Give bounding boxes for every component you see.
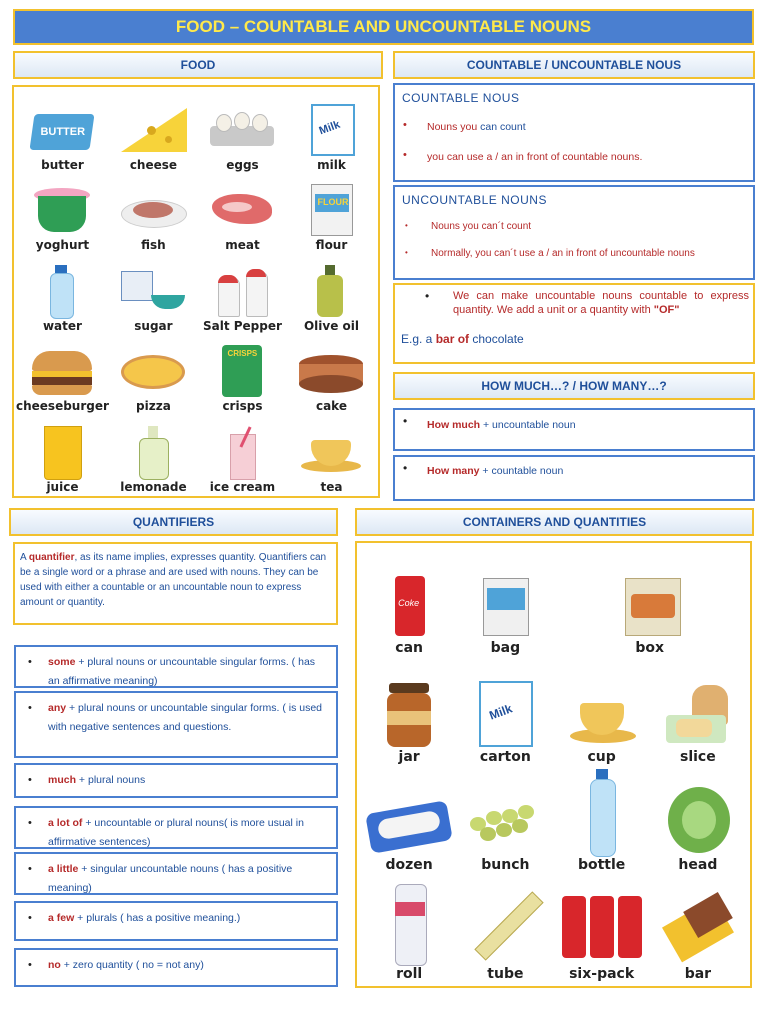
food-item xyxy=(287,252,376,333)
containers-header: CONTAINERS AND QUANTITIES xyxy=(355,508,754,536)
food-item xyxy=(109,413,198,494)
bottle-picture xyxy=(566,769,638,855)
butter-pack-label: BUTTER xyxy=(40,125,86,138)
bullet: • xyxy=(28,656,32,668)
jar-picture xyxy=(373,683,445,747)
roll-picture xyxy=(373,884,445,964)
eggs-picture xyxy=(206,104,278,156)
food-label: cheese xyxy=(129,157,178,172)
carton-picture xyxy=(469,677,541,747)
bullet: • xyxy=(425,289,430,303)
howmuch-text: How much + uncountable noun xyxy=(427,419,576,431)
container-label: bottle xyxy=(577,857,626,874)
milk-picture xyxy=(295,104,367,156)
container-label: bag xyxy=(490,639,521,656)
container-item xyxy=(554,547,747,656)
container-label: box xyxy=(635,639,665,656)
food-item xyxy=(16,172,109,253)
bullet: • xyxy=(403,119,407,131)
countable-title: COUNTABLE NOUS xyxy=(402,91,520,105)
carton-brand-label: Milk xyxy=(487,700,515,723)
howmany-box xyxy=(393,455,755,501)
slice-picture xyxy=(662,683,734,747)
cheeseburger-picture xyxy=(26,345,98,397)
container-item xyxy=(361,656,457,765)
food-label: water xyxy=(42,318,82,333)
uncountable-box xyxy=(393,185,755,280)
food-item xyxy=(287,172,376,253)
six-pack-picture xyxy=(560,890,644,964)
quantifier-item: • a few + plurals ( has a positive meaning.) xyxy=(14,901,338,941)
countable-point-2: you can use a / an in front of countable nouns. xyxy=(427,151,643,163)
tip-text: We can make uncountable nouns countable to express quantity. We add a unit or a quantity with "OF" xyxy=(453,290,749,316)
box-picture xyxy=(605,574,695,638)
food-header: FOOD xyxy=(13,51,383,79)
food-item xyxy=(16,252,109,333)
food-label: fish xyxy=(141,238,166,253)
bullet: • xyxy=(28,912,32,924)
pizza-picture xyxy=(117,345,189,397)
food-label: meat xyxy=(225,238,260,253)
food-grid xyxy=(14,87,378,496)
containers-panel xyxy=(355,541,752,988)
containers-grid xyxy=(357,543,750,986)
quantifier-item: • much + plural nouns xyxy=(14,763,338,798)
container-label: bunch xyxy=(481,857,530,874)
cake-picture xyxy=(295,345,367,397)
food-item xyxy=(198,333,287,414)
container-label: bar xyxy=(684,966,712,982)
can-brand-label: Coke xyxy=(398,597,420,608)
crisps-pack-label: CRISPS xyxy=(227,349,258,359)
lemonade-picture xyxy=(117,426,189,478)
container-label: carton xyxy=(479,748,531,765)
dozen-picture xyxy=(364,795,454,855)
food-item xyxy=(109,91,198,172)
container-item xyxy=(361,547,457,656)
crisps-picture xyxy=(206,345,278,397)
food-label: cheeseburger xyxy=(16,399,109,414)
quantifier-item: • a little + singular uncountable nouns ( has a positive meaning) xyxy=(14,852,338,895)
butter-picture xyxy=(26,104,98,156)
tip-box xyxy=(393,283,755,364)
food-item xyxy=(16,413,109,494)
food-label: ice cream xyxy=(209,479,276,494)
container-item xyxy=(554,656,650,765)
food-label: tea xyxy=(320,479,343,494)
container-item xyxy=(554,873,650,982)
bag-picture xyxy=(469,574,541,638)
container-item xyxy=(457,873,553,982)
food-item xyxy=(109,333,198,414)
container-item xyxy=(457,765,553,874)
uncountable-point-1: Nouns you can´t count xyxy=(431,221,532,232)
yoghurt-picture xyxy=(26,184,98,236)
food-label: eggs xyxy=(226,157,259,172)
quantifier-item: • some + plural nouns or uncountable singular forms. ( has an affirmative meaning) xyxy=(14,645,338,688)
food-item xyxy=(16,91,109,172)
countable-header: COUNTABLE / UNCOUNTABLE NOUS xyxy=(393,51,755,79)
countable-box xyxy=(393,83,755,182)
sugar-picture xyxy=(117,265,189,317)
cheese-picture xyxy=(117,104,189,156)
container-item xyxy=(650,765,746,874)
bar-picture xyxy=(662,894,734,964)
container-label: dozen xyxy=(385,857,433,874)
howmuch-header: HOW MUCH…? / HOW MANY…? xyxy=(393,372,755,400)
food-label: sugar xyxy=(134,318,173,333)
page-title: FOOD – COUNTABLE AND UNCOUNTABLE NOUNS xyxy=(13,9,754,45)
container-label: jar xyxy=(398,748,420,765)
cup-picture xyxy=(566,691,638,747)
bunch-picture xyxy=(460,799,550,855)
howmuch-box xyxy=(393,408,755,451)
bullet: • xyxy=(403,149,407,161)
container-item xyxy=(361,873,457,982)
food-label: Olive oil xyxy=(303,318,359,333)
head-picture xyxy=(662,785,734,855)
uncountable-point-2: Normally, you can´t use a / an in front of uncountable nouns xyxy=(431,248,695,259)
fish-picture xyxy=(117,184,189,236)
flour-picture xyxy=(295,184,367,236)
tube-picture xyxy=(462,888,548,964)
food-item xyxy=(198,91,287,172)
quantifier-item: • no + zero quantity ( no = not any) xyxy=(14,948,338,987)
bullet: • xyxy=(28,817,32,829)
quantifier-intro-text: A quantifier, as its name implies, expresses quantity. Quantifiers can be a single word or a phrase and are used with nouns. They can be used with either a countable or an uncountable noun to express amount or quantity. xyxy=(20,552,327,608)
tip-example: E.g. a bar of chocolate xyxy=(401,332,524,346)
container-item xyxy=(554,765,650,874)
food-item xyxy=(109,252,198,333)
container-label: tube xyxy=(487,966,524,982)
bullet: • xyxy=(28,774,32,786)
quantifier-intro-box xyxy=(13,542,338,625)
food-item xyxy=(109,172,198,253)
bullet: • xyxy=(405,248,408,257)
food-label: flour xyxy=(315,238,348,253)
food-item xyxy=(198,172,287,253)
can-picture xyxy=(373,574,445,638)
food-label: butter xyxy=(41,157,84,172)
food-item xyxy=(16,333,109,414)
container-item xyxy=(457,547,553,656)
food-item xyxy=(287,413,376,494)
water-picture xyxy=(26,265,98,317)
container-label: head xyxy=(678,857,718,874)
juice-picture xyxy=(26,426,98,478)
olive-oil-picture xyxy=(295,265,367,317)
food-item xyxy=(198,413,287,494)
uncountable-title: UNCOUNTABLE NOUNS xyxy=(402,193,547,207)
container-label: roll xyxy=(396,966,423,982)
milk-carton-label: Milk xyxy=(318,118,343,137)
container-item xyxy=(650,656,746,765)
ice-cream-picture xyxy=(206,426,278,478)
food-panel xyxy=(12,85,380,498)
container-label: six-pack xyxy=(569,966,635,982)
howmany-text: How many + countable noun xyxy=(427,465,564,477)
quantifier-item: • a lot of + uncountable or plural nouns( is more usual in affirmative sentences) xyxy=(14,806,338,849)
bullet: • xyxy=(28,863,32,875)
food-label: lemonade xyxy=(120,479,187,494)
food-label: milk xyxy=(317,157,346,172)
food-item xyxy=(287,333,376,414)
food-label: crisps xyxy=(222,399,263,414)
food-label: pizza xyxy=(136,399,171,414)
container-item xyxy=(361,765,457,874)
container-label: cup xyxy=(587,748,616,765)
salt-pepper-picture xyxy=(206,265,278,317)
bullet: • xyxy=(405,221,408,230)
container-item xyxy=(650,873,746,982)
flour-pack-label: FLOUR xyxy=(317,197,349,208)
food-label: Salt Pepper xyxy=(202,318,282,333)
container-label: can xyxy=(395,639,423,656)
meat-picture xyxy=(206,184,278,236)
food-item xyxy=(198,252,287,333)
container-label: slice xyxy=(680,748,716,765)
food-label: juice xyxy=(46,479,79,494)
bullet: • xyxy=(403,461,408,475)
quantifiers-header: QUANTIFIERS xyxy=(9,508,338,536)
food-item xyxy=(287,91,376,172)
food-label: cake xyxy=(315,399,347,414)
bullet: • xyxy=(28,959,32,971)
bullet: • xyxy=(403,414,408,428)
countable-point-1: Nouns you can count xyxy=(427,121,526,133)
food-label: yoghurt xyxy=(35,238,90,253)
bullet: • xyxy=(28,702,32,714)
quantifier-item: • any + plural nouns or uncountable singular forms. ( is used with negative sentences and questions. xyxy=(14,691,338,758)
container-item xyxy=(457,656,553,765)
tea-picture xyxy=(295,426,367,478)
